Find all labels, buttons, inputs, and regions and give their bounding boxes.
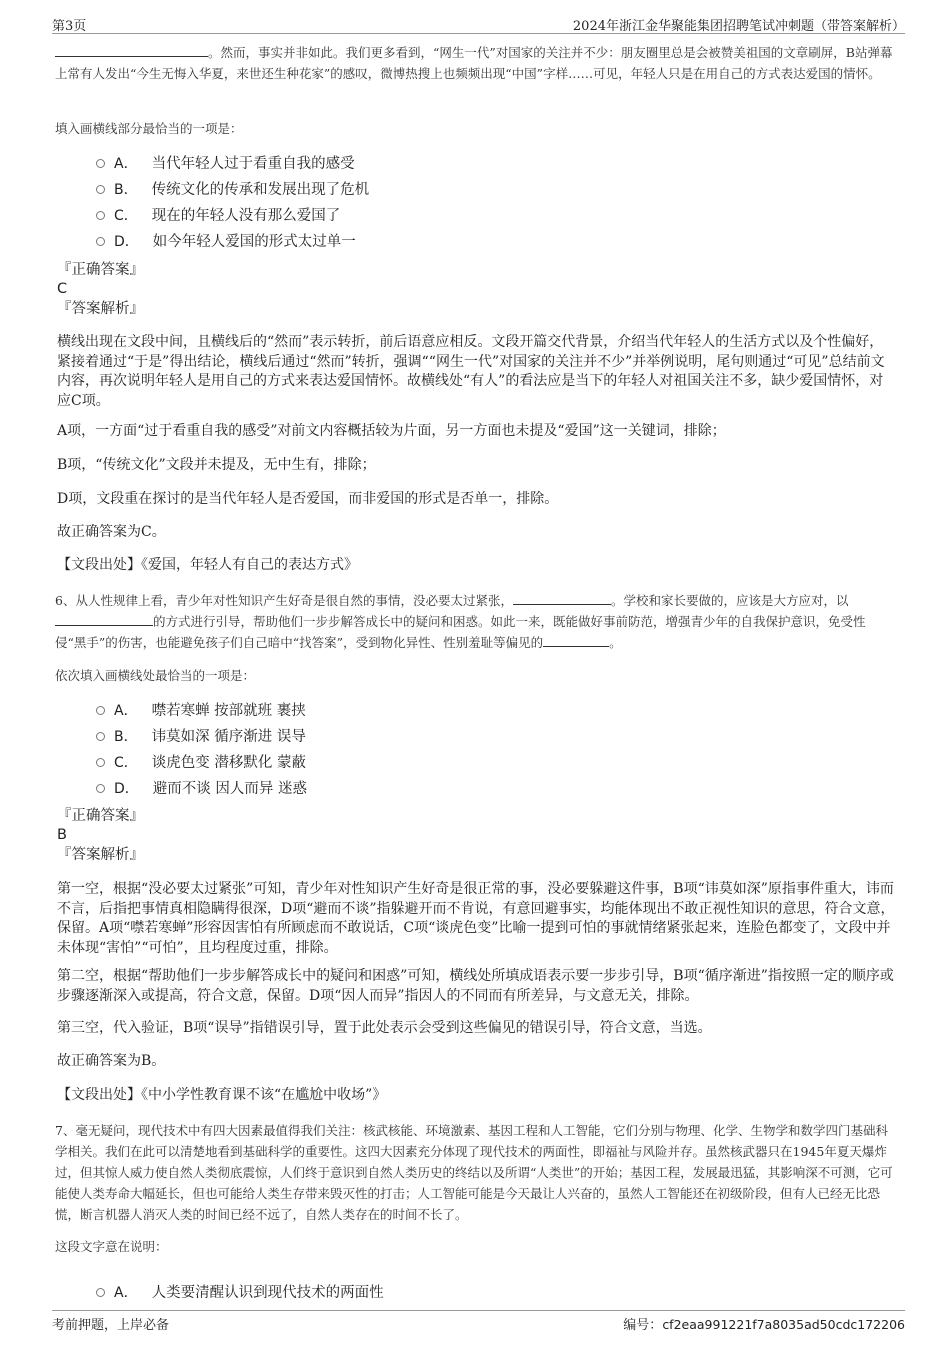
- q6-analysis-p4: 故正确答案为B。: [57, 1053, 166, 1069]
- radio-icon[interactable]: [96, 732, 105, 741]
- q6-answer: B: [57, 827, 67, 843]
- document-id: 编号：cf2eaa991221f7a8035ad50cdc172206: [623, 1317, 905, 1333]
- q6-blank-1: [513, 591, 611, 605]
- q5-answer-label: 『正确答案』: [57, 262, 144, 278]
- q6-option-c[interactable]: C． 谈虎色变 潜移默化 蒙蔽: [96, 753, 306, 773]
- q6-option-a[interactable]: A． 噤若寒蝉 按部就班 裹挟: [96, 701, 306, 721]
- q5-analysis-p1: 横线出现在文段中间，且横线后的“然而”表示转折，前后语意应相反。文段开篇交代背景，介绍当代年轻人的生活方式以及个性偏好，紧接着通过“于是”得出结论，横线后通过“然而”转折，强调““网生一代”对国家的关注并不少”并举例说明，尾句则通过“可见”总结前文内容，再次说明年轻人是用自己的方式来表达爱国情怀。故横线处“有人”的看法应是当下的年轻人对祖国关注不多，缺少爱国情怀，对应C项。: [57, 334, 885, 409]
- q6-passage: 6、从人性规律上看，青少年对性知识产生好奇是很自然的事情，没必要太过紧张， 。学校和家长要做的，应该是大方应对，以的方式进行引导，帮助他们一步步解答成长中的疑问和困惑。如此一来，既能做好事前防范，增强青少年的自我保护意识，免受性侵“黑手”的伤害，也能避免孩子们自己暗中“找答案”，受到物化异性、性别羞耻等偏见的 。: [55, 593, 866, 650]
- q5-analysis-p3: B项，“传统文化”文段并未提及，无中生有，排除；: [57, 457, 376, 473]
- page-footer: [52, 1310, 905, 1332]
- q6-blank-3: [543, 633, 609, 647]
- radio-icon[interactable]: [96, 758, 105, 767]
- radio-icon[interactable]: [96, 237, 105, 246]
- q5-analysis-p2: A项，一方面“过于看重自我的感受”对前文内容概括较为片面，另一方面也未提及“爱国”这一关键词，排除；: [57, 423, 726, 439]
- footer-slogan: 考前押题，上岸必备: [52, 1318, 170, 1333]
- q5-blank: [55, 43, 208, 57]
- radio-icon[interactable]: [96, 211, 105, 220]
- q6-analysis-p2: 第二空，根据“帮助他们一步步解答成长中的疑问和困惑”可知，横线处所填成语表示要一步步引导，B项“循序渐进”指按照一定的顺序或步骤逐渐深入或提高，符合文意，保留。D项“因人而异”指因人的不同而有所差异，与文意无关，排除。: [57, 968, 894, 1004]
- radio-icon[interactable]: [96, 185, 105, 194]
- q6-answer-label: 『正确答案』: [57, 808, 144, 824]
- q6-prompt: 依次填入画横线处最恰当的一项是：: [55, 668, 256, 683]
- q5-analysis-p4: D项，文段重在探讨的是当代年轻人是否爱国，而非爱国的形式是否单一，排除。: [57, 491, 559, 507]
- q5-answer: C: [57, 281, 68, 297]
- q5-prompt: 填入画横线部分最恰当的一项是：: [55, 121, 243, 136]
- page-header: [52, 12, 905, 34]
- radio-icon[interactable]: [96, 706, 105, 715]
- q6-blank-2: [55, 612, 153, 626]
- document-title: 2024年浙江金华聚能集团招聘笔试冲刺题（带答案解析）: [572, 19, 905, 34]
- radio-icon[interactable]: [96, 784, 105, 793]
- q5-option-b[interactable]: B． 传统文化的传承和发展出现了危机: [96, 180, 369, 200]
- q5-option-d[interactable]: D． 如今年轻人爱国的形式太过单一: [96, 232, 356, 252]
- q5-option-a[interactable]: A． 当代年轻人过于看重自我的感受: [96, 154, 355, 174]
- q6-source: 【文段出处】《中小学性教育课不该“在尴尬中收场”》: [57, 1087, 387, 1103]
- q5-source: 【文段出处】《爱国，年轻人有自己的表达方式》: [57, 557, 358, 573]
- q6-analysis-p3: 第三空，代入验证，B项“误导”指错误引导，置于此处表示会受到这些偏见的错误引导，符合文意，当选。: [57, 1020, 712, 1036]
- q6-analysis-p1: 第一空，根据“没必要太过紧张”可知，青少年对性知识产生好奇是很正常的事，没必要躲避这件事，B项“讳莫如深”原指事件重大，讳而不言，后指把事情真相隐瞒得很深，D项“避而不谈”指躲避开而不肯说，有意回避事实，均能体现出不敢正视性知识的意思，符合文意，保留。A项“噤若寒蝉”形容因害怕有所顾虑而不敢说话，C项“谈虎色变”比喻一提到可怕的事就情绪紧张起来，连脸色都变了，文段中并未体现“害怕”“可怕”，且均程度过重，排除。: [57, 881, 895, 956]
- page-number: 第3页: [52, 19, 87, 34]
- q7-passage: 7、毫无疑问，现代技术中有四大因素最值得我们关注：核武核能、环境激素、基因工程和人工智能，它们分别与物理、化学、生物学和数学四门基础科学相关。我们在此可以清楚地看到基础科学的重要性。这四大因素充分体现了现代技术的两面性，即福祉与风险并存。虽然核武器只在1945年夏天爆炸过，但其惊人威力使自然人类彻底震惊，人们终于意识到自然人类历史的终结以及所谓“人类世”的开始；基因工程，发展最迅猛，其影响深不可测，它可能使人类寿命大幅延长，但也可能给人类生存带来毁灭性的打击；人工智能可能是今天最让人兴奋的，虽然人工智能还在初级阶段，但有人已经无比恐慌，断言机器人消灭人类的时间已经不远了，自然人类存在的时间不长了。: [55, 1123, 893, 1222]
- q7-prompt: 这段文字意在说明：: [55, 1239, 168, 1254]
- q6-option-d[interactable]: D． 避而不谈 因人而异 迷惑: [96, 779, 307, 799]
- q5-passage: 。然而，事实并非如此。我们更多看到，“网生一代”对国家的关注并不少：朋友圈里总是会被赞美祖国的文章刷屏，B站弹幕上常有人发出“今生无悔入华夏，来世还生种花家”的感叹，微博热搜上也频频出现“中国”字样……可见，年轻人只是在用自己的方式表达爱国的情怀。: [55, 45, 893, 81]
- q5-analysis-p5: 故正确答案为C。: [57, 524, 166, 540]
- q5-analysis-label: 『答案解析』: [57, 301, 144, 317]
- q6-option-b[interactable]: B． 讳莫如深 循序渐进 误导: [96, 727, 306, 747]
- q5-option-c[interactable]: C． 现在的年轻人没有那么爱国了: [96, 206, 340, 226]
- radio-icon[interactable]: [96, 159, 105, 168]
- q6-analysis-label: 『答案解析』: [57, 847, 144, 863]
- radio-icon[interactable]: [96, 1288, 105, 1297]
- q7-option-a[interactable]: A． 人类要清醒认识到现代技术的两面性: [96, 1283, 384, 1303]
